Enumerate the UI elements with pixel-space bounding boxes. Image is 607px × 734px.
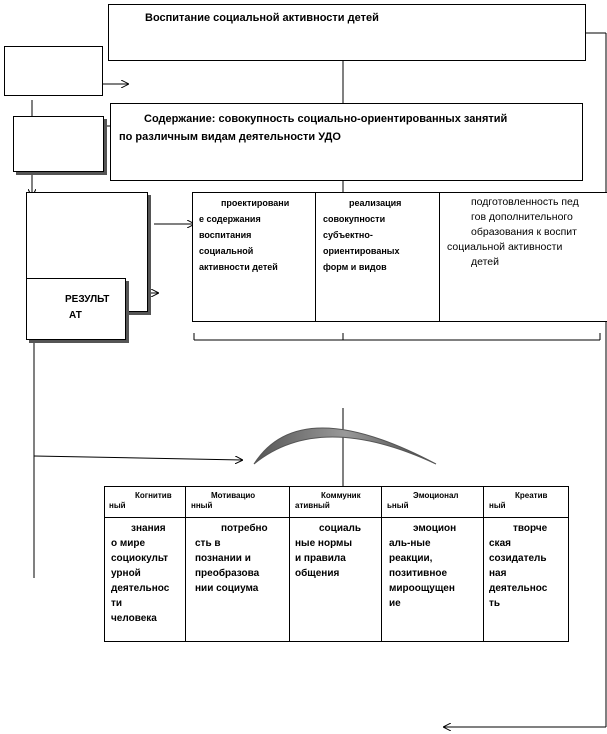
middle-col-3: подготовленность пед гов дополнительного образования к воспит социальной активности детей [447,196,579,268]
left-box-2 [13,116,104,172]
middle-sep-1 [315,193,316,322]
middle-col-2: реализация совокупности субъектно- ориентированых форм и видов [323,198,402,272]
header-communicative: Коммуник ативный [295,491,361,510]
left-box-1 [4,46,103,96]
content-line-2: по различным видам деятельности УДО [119,131,341,143]
cell-creative: творче ская созидатель ная деятельнос ть [489,523,548,609]
header-motivational: Мотивацио нный [191,491,256,510]
middle-sep-2 [439,193,440,322]
header-emotional: Эмоционал ьный [387,491,459,510]
middle-col-1: проектировани е содержания воспитания социальной активности детей [199,198,290,272]
cell-communicative: социаль ные нормы и правила общения [295,523,362,579]
cell-motivational: потребно сть в познании и преобразова нии социума [195,523,268,594]
bottom-table [104,486,569,642]
bottom-header-divider [105,517,568,518]
result-line-2: АТ [69,310,82,321]
bottom-sep-2 [289,487,290,642]
result-line-1: РЕЗУЛЬТ [65,294,110,305]
middle-table [192,192,607,322]
bottom-sep-4 [483,487,484,642]
content-line-1: Содержание: совокупность социально-ориентированных занятий [144,113,508,125]
top-box [108,4,586,61]
header-cognitive: Когнитив ный [109,491,172,510]
header-creative: Креатив ный [489,491,548,510]
top-box-title: Воспитание социальной активности детей [145,12,379,24]
bottom-sep-1 [185,487,186,642]
cell-emotional: эмоцион аль-ные реакции, позитивное мироощущен ие [389,523,457,609]
bottom-sep-3 [381,487,382,642]
cell-cognitive: знания о мире социокульт урной деятельнос ти человека [111,523,170,624]
content-box [110,103,583,181]
result-box [26,278,126,340]
